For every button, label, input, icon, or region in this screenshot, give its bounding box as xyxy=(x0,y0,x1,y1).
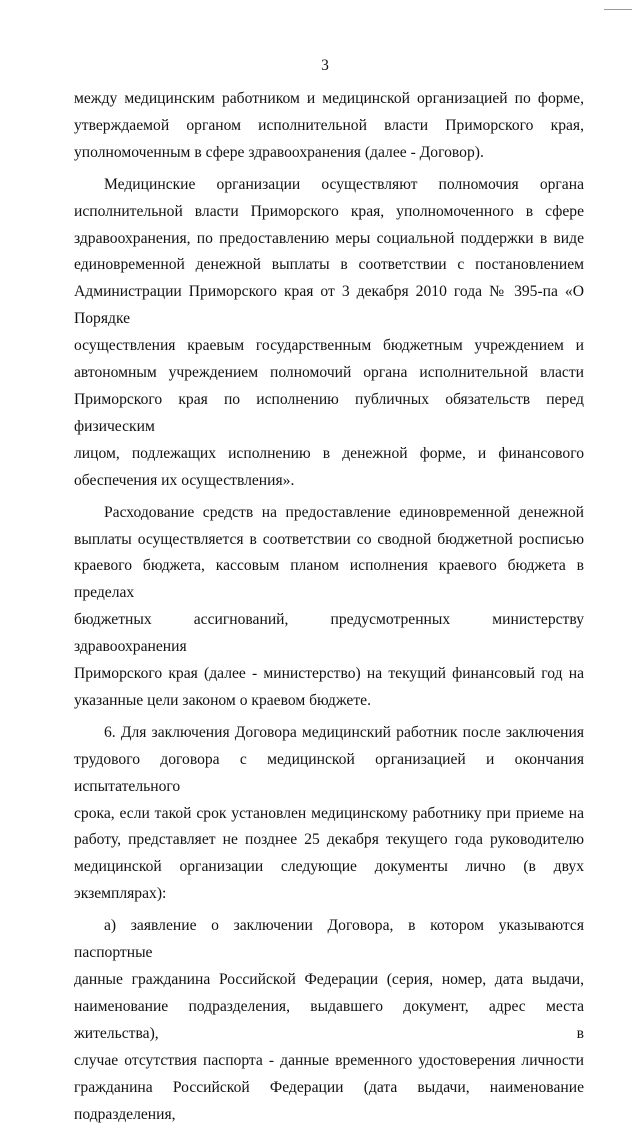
text-line: краевого бюджета, кассовым планом исполнения краевого бюджета в пределах xyxy=(74,557,584,602)
paragraph-3 xyxy=(74,500,584,715)
text-line: бюджетных ассигнований, предусмотренных министерству здравоохранения xyxy=(74,611,584,656)
document-body xyxy=(74,86,584,1128)
text-line: работу, представляет не позднее 25 декабря текущего года руководителю xyxy=(74,831,584,849)
text-line: гражданина Российской Федерации (дата выдачи, наименование подразделения, xyxy=(74,1078,584,1123)
text-line: обеспечения их осуществления». xyxy=(74,471,295,489)
text-line: автономным учреждением полномочий органа исполнительной власти xyxy=(74,364,584,382)
text-line: единовременной денежной выплаты в соответствии с постановлением xyxy=(74,256,584,274)
paragraph-2 xyxy=(74,172,584,495)
scan-corner-mark xyxy=(604,9,632,10)
text-line: Медицинские организации осуществляют полномочия органа xyxy=(104,175,584,193)
text-line: а) заявление о заключении Договора, в котором указываются паспортные xyxy=(74,917,584,962)
paragraph-1 xyxy=(74,86,584,167)
text-line: указанные цели законом о краевом бюджете. xyxy=(74,691,371,709)
text-line: случае отсутствия паспорта - данные временного удостоверения личности xyxy=(74,1051,584,1069)
text-line: медицинской организации следующие документы лично (в двух экземплярах): xyxy=(74,858,584,903)
text-line: Расходование средств на предоставление единовременной денежной xyxy=(104,503,584,521)
text-line: Администрации Приморского края от 3 декабря 2010 года № 395-па «О Порядке xyxy=(74,283,584,328)
text-line: лицом, подлежащих исполнению в денежной форме, и финансового xyxy=(74,444,584,462)
text-line: наименование подразделения, выдавшего документ, адрес места жительства), в xyxy=(74,997,584,1042)
text-line: срока, если такой срок установлен медицинскому работнику при приеме на xyxy=(74,804,584,822)
text-line: 6. Для заключения Договора медицинский работник после заключения xyxy=(104,723,584,741)
text-line: здравоохранения, по предоставлению меры социальной поддержки в виде xyxy=(74,229,584,247)
text-line: осуществления краевым государственным бюджетным учреждением и xyxy=(74,337,584,355)
text-line: Приморского края (далее - министерство) на текущий финансовый год на xyxy=(74,665,584,683)
paragraph-item-a xyxy=(74,913,584,1128)
text-line: утверждаемой органом исполнительной власти Приморского края, xyxy=(74,116,584,134)
page-number: 3 xyxy=(321,57,329,74)
text-line: выплаты осуществляется в соответствии со сводной бюджетной росписью xyxy=(74,530,584,548)
text-line: между медицинским работником и медицинской организацией по форме, xyxy=(74,90,584,107)
text-line: данные гражданина Российской Федерации (серия, номер, дата выдачи, xyxy=(74,971,584,988)
text-line: уполномоченным в сфере здравоохранения (далее - Договор). xyxy=(74,143,484,161)
text-line: Приморского края по исполнению публичных обязательств перед физическим xyxy=(74,390,584,435)
text-line: исполнительной власти Приморского края, уполномоченного в сфере xyxy=(74,202,584,220)
paragraph-item-6 xyxy=(74,720,584,908)
text-line: трудового договора с медицинской организацией и окончания испытательного xyxy=(74,750,584,795)
